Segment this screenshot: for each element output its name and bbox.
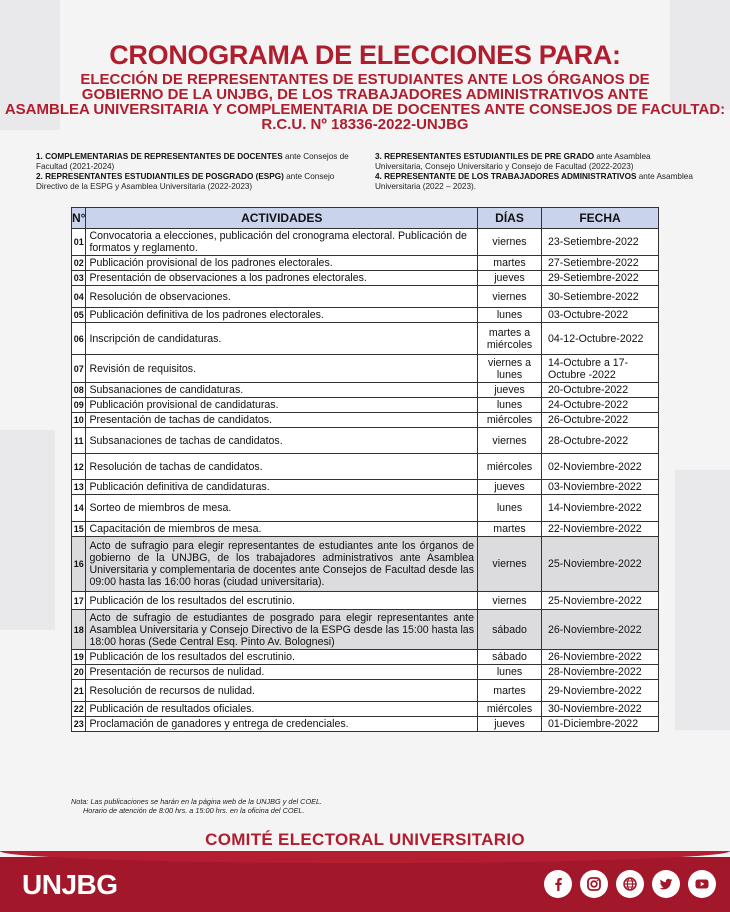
activity-cell: Publicación de los resultados del escrutinio.	[86, 650, 478, 665]
activity-cell: Inscripción de candidaturas.	[86, 323, 478, 355]
table-row	[72, 271, 659, 286]
footnote	[71, 797, 322, 815]
date-cell: 26-Noviembre-2022	[542, 610, 659, 650]
category-item: 1. COMPLEMENTARIAS DE REPRESENTANTES DE DOCENTES ante Consejos de Facultad (2021-2024)	[36, 152, 349, 171]
activity-cell: Publicación provisional de candidaturas.	[86, 398, 478, 413]
table-header	[72, 208, 659, 229]
subtitle-line: ASAMBLEA UNIVERSITARIA Y COMPLEMENTARIA DE DOCENTES ANTE CONSEJOS DE FACULTAD:	[4, 101, 726, 118]
activity-cell: Publicación definitiva de candidaturas.	[86, 480, 478, 495]
day-cell: martes	[478, 256, 542, 271]
day-cell: miércoles	[478, 454, 542, 480]
day-cell: viernes	[478, 537, 542, 592]
date-cell: 29-Setiembre-2022	[542, 271, 659, 286]
day-cell: jueves	[478, 383, 542, 398]
table-row	[72, 522, 659, 537]
subtitle-line: GOBIERNO DE LA UNJBG, DE LOS TRABAJADORES ADMINISTRATIVOS ANTE	[81, 86, 649, 103]
table-row	[72, 650, 659, 665]
activity-cell: Resolución de tachas de candidatos.	[86, 454, 478, 480]
date-cell: 30-Noviembre-2022	[542, 702, 659, 717]
activity-cell: Sorteo de miembros de mesa.	[86, 495, 478, 522]
category-list-right	[375, 152, 700, 192]
day-cell: martes	[478, 680, 542, 702]
date-cell: 23-Setiembre-2022	[542, 229, 659, 256]
table-row	[72, 610, 659, 650]
row-number: 12	[72, 454, 86, 480]
row-number: 07	[72, 355, 86, 383]
row-number: 17	[72, 592, 86, 610]
table-row	[72, 308, 659, 323]
row-number: 16	[72, 537, 86, 592]
header-num: N°	[72, 208, 86, 229]
day-cell: viernes	[478, 286, 542, 308]
date-cell: 24-Octubre-2022	[542, 398, 659, 413]
day-cell: viernes a lunes	[478, 355, 542, 383]
activity-cell: Resolución de recursos de nulidad.	[86, 680, 478, 702]
activity-cell: Acto de sufragio para elegir representantes de estudiantes ante los órganos de gobierno de la UNJBG, de los trabajadores administrativos ante Asamblea Universitaria y complementaria de docentes ante Consejos de Facultad desde las 09:00 hasta las 16:00 horas (ciudad universitaria).	[86, 537, 478, 592]
day-cell: lunes	[478, 495, 542, 522]
table-row	[72, 480, 659, 495]
table-row	[72, 256, 659, 271]
date-cell: 04-12-Octubre-2022	[542, 323, 659, 355]
row-number: 13	[72, 480, 86, 495]
date-cell: 29-Noviembre-2022	[542, 680, 659, 702]
row-number: 02	[72, 256, 86, 271]
header-activities: ACTIVIDADES	[86, 208, 478, 229]
day-cell: jueves	[478, 271, 542, 286]
row-number: 08	[72, 383, 86, 398]
activity-cell: Publicación de los resultados del escrutinio.	[86, 592, 478, 610]
row-number: 21	[72, 680, 86, 702]
category-list-left	[36, 152, 356, 192]
footnote-line: Horario de atención de 8:00 hrs. a 15:00 hrs. en la oficina del COEL.	[83, 806, 305, 815]
activity-cell: Acto de sufragio de estudiantes de posgrado para elegir representantes ante Asamblea Universitaria y Consejo Directivo de la ESPG desde las 15:00 hasta las 18:00 horas (Sede Central Esq. Pinto Av. Bolognesi)	[86, 610, 478, 650]
table-row	[72, 702, 659, 717]
date-cell: 14-Octubre a 17-Octubre -2022	[542, 355, 659, 383]
date-cell: 22-Noviembre-2022	[542, 522, 659, 537]
row-number: 04	[72, 286, 86, 308]
day-cell: jueves	[478, 717, 542, 732]
date-cell: 28-Octubre-2022	[542, 428, 659, 454]
activity-cell: Proclamación de ganadores y entrega de credenciales.	[86, 717, 478, 732]
activity-cell: Revisión de requisitos.	[86, 355, 478, 383]
activity-cell: Resolución de observaciones.	[86, 286, 478, 308]
day-cell: viernes	[478, 592, 542, 610]
table-row	[72, 413, 659, 428]
table-row	[72, 355, 659, 383]
day-cell: viernes	[478, 229, 542, 256]
row-number: 20	[72, 665, 86, 680]
table-row	[72, 383, 659, 398]
day-cell: martes a miércoles	[478, 323, 542, 355]
activity-cell: Convocatoria a elecciones, publicación del cronograma electoral. Publicación de formatos y reglamento.	[86, 229, 478, 256]
row-number: 11	[72, 428, 86, 454]
footnote-line: Nota: Las publicaciones se harán en la página web de la UNJBG y del COEL.	[71, 797, 323, 806]
row-number: 10	[72, 413, 86, 428]
facebook-icon[interactable]	[544, 870, 572, 898]
subtitle-line: R.C.U. Nº 18336-2022-UNJBG	[261, 116, 469, 133]
day-cell: viernes	[478, 428, 542, 454]
day-cell: miércoles	[478, 413, 542, 428]
day-cell: sábado	[478, 650, 542, 665]
table-row	[72, 495, 659, 522]
table-row	[72, 537, 659, 592]
row-number: 23	[72, 717, 86, 732]
row-number: 18	[72, 610, 86, 650]
date-cell: 02-Noviembre-2022	[542, 454, 659, 480]
table-row	[72, 454, 659, 480]
twitter-icon[interactable]	[652, 870, 680, 898]
date-cell: 20-Octubre-2022	[542, 383, 659, 398]
row-number: 19	[72, 650, 86, 665]
day-cell: lunes	[478, 308, 542, 323]
date-cell: 03-Noviembre-2022	[542, 480, 659, 495]
activity-cell: Subsanaciones de tachas de candidatos.	[86, 428, 478, 454]
row-number: 05	[72, 308, 86, 323]
category-item: 2. REPRESENTANTES ESTUDIANTILES DE POSGRADO (ESPG) ante Consejo Directivo de la ESPG y Asamblea Universitaria (2022-2023)	[36, 172, 335, 191]
footer-bar	[0, 857, 730, 912]
activity-cell: Publicación de resultados oficiales.	[86, 702, 478, 717]
table-row	[72, 428, 659, 454]
day-cell: martes	[478, 522, 542, 537]
day-cell: jueves	[478, 480, 542, 495]
date-cell: 01-Diciembre-2022	[542, 717, 659, 732]
table-row	[72, 717, 659, 732]
row-number: 03	[72, 271, 86, 286]
social-icons	[544, 870, 716, 898]
schedule-table	[71, 207, 659, 732]
date-cell: 27-Setiembre-2022	[542, 256, 659, 271]
category-item: 3. REPRESENTANTES ESTUDIANTILES DE PRE GRADO ante Asamblea Universitaria, Consejo Universitario y Consejo de Facultad (2022-2023)	[375, 152, 651, 171]
date-cell: 28-Noviembre-2022	[542, 665, 659, 680]
table-row	[72, 286, 659, 308]
table-row	[72, 323, 659, 355]
date-cell: 25-Noviembre-2022	[542, 537, 659, 592]
day-cell: sábado	[478, 610, 542, 650]
activity-cell: Publicación definitiva de los padrones electorales.	[86, 308, 478, 323]
activity-cell: Presentación de tachas de candidatos.	[86, 413, 478, 428]
activity-cell: Presentación de recursos de nulidad.	[86, 665, 478, 680]
table-row	[72, 592, 659, 610]
table-row	[72, 665, 659, 680]
date-cell: 30-Setiembre-2022	[542, 286, 659, 308]
day-cell: lunes	[478, 665, 542, 680]
date-cell: 03-Octubre-2022	[542, 308, 659, 323]
activity-cell: Capacitación de miembros de mesa.	[86, 522, 478, 537]
date-cell: 26-Noviembre-2022	[542, 650, 659, 665]
instagram-icon[interactable]	[580, 870, 608, 898]
page-subtitle	[0, 72, 730, 132]
youtube-icon[interactable]	[688, 870, 716, 898]
row-number: 01	[72, 229, 86, 256]
date-cell: 26-Octubre-2022	[542, 413, 659, 428]
page-title: CRONOGRAMA DE ELECCIONES PARA:	[109, 40, 621, 70]
activity-cell: Publicación provisional de los padrones electorales.	[86, 256, 478, 271]
row-number: 14	[72, 495, 86, 522]
table-row	[72, 398, 659, 413]
table-row	[72, 229, 659, 256]
category-item: 4. REPRESENTANTE DE LOS TRABAJADORES ADMINISTRATIVOS ante Asamblea Universitaria (2022 – 2023).	[375, 172, 693, 191]
header-date: FECHA	[542, 208, 659, 229]
row-number: 09	[72, 398, 86, 413]
row-number: 22	[72, 702, 86, 717]
bg-decoration	[0, 430, 55, 630]
table-row	[72, 680, 659, 702]
subtitle-line: ELECCIÓN DE REPRESENTANTES DE ESTUDIANTES ANTE LOS ÓRGANOS DE	[80, 71, 650, 88]
row-number: 06	[72, 323, 86, 355]
brand-logo: UNJBG	[22, 869, 118, 900]
header-days: DÍAS	[478, 208, 542, 229]
activity-cell: Presentación de observaciones a los padrones electorales.	[86, 271, 478, 286]
date-cell: 25-Noviembre-2022	[542, 592, 659, 610]
committee-name: COMITÉ ELECTORAL UNIVERSITARIO	[205, 830, 525, 849]
row-number: 15	[72, 522, 86, 537]
day-cell: miércoles	[478, 702, 542, 717]
date-cell: 14-Noviembre-2022	[542, 495, 659, 522]
day-cell: lunes	[478, 398, 542, 413]
activity-cell: Subsanaciones de candidaturas.	[86, 383, 478, 398]
bg-decoration	[675, 470, 730, 730]
web-icon[interactable]	[616, 870, 644, 898]
